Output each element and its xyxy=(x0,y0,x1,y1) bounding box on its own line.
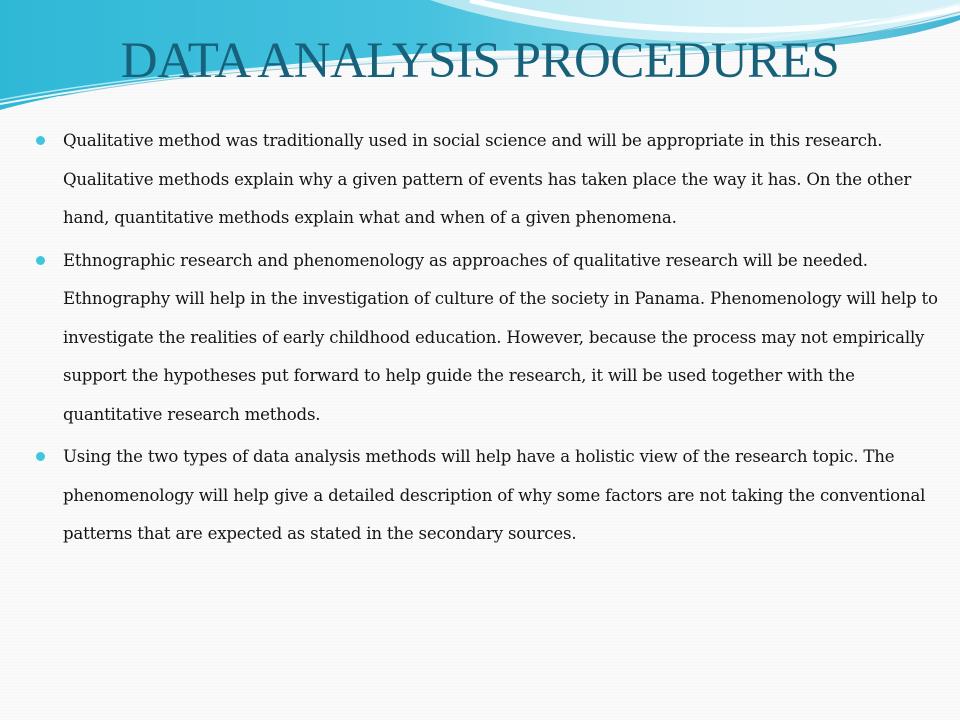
bullet-text: Ethnographic research and phenomenology as approaches of qualitative research will be needed. Ethnography will help in the investigation of culture of the society in Panama. Phenomenology will help to investigate the realities of early childhood education. However, because the process may not empirically support the hypotheses put forward to help guide the research, it will be used together with the quantitative research methods. xyxy=(63,250,938,424)
bullet-text: Qualitative method was traditionally used in social science and will be appropriate in this research. Qualitative methods explain why a given pattern of events has taken place the way it has. On the other hand, quantitative methods explain what and when of a given phenomena. xyxy=(63,131,912,227)
bullet-dot-icon xyxy=(36,136,45,145)
bullet-list xyxy=(36,122,941,558)
bullet-text: Using the two types of data analysis methods will help have a holistic view of the research topic. The phenomenology will help give a detailed description of why some factors are not taking the conventional patterns that are expected as stated in the secondary sources. xyxy=(63,447,926,543)
bullet-item xyxy=(36,242,941,435)
bullet-dot-icon xyxy=(36,452,45,461)
slide-title: DATA ANALYSIS PROCEDURES xyxy=(120,33,840,89)
bullet-item xyxy=(36,122,941,238)
bullet-dot-icon xyxy=(36,256,45,265)
bullet-item xyxy=(36,438,941,554)
